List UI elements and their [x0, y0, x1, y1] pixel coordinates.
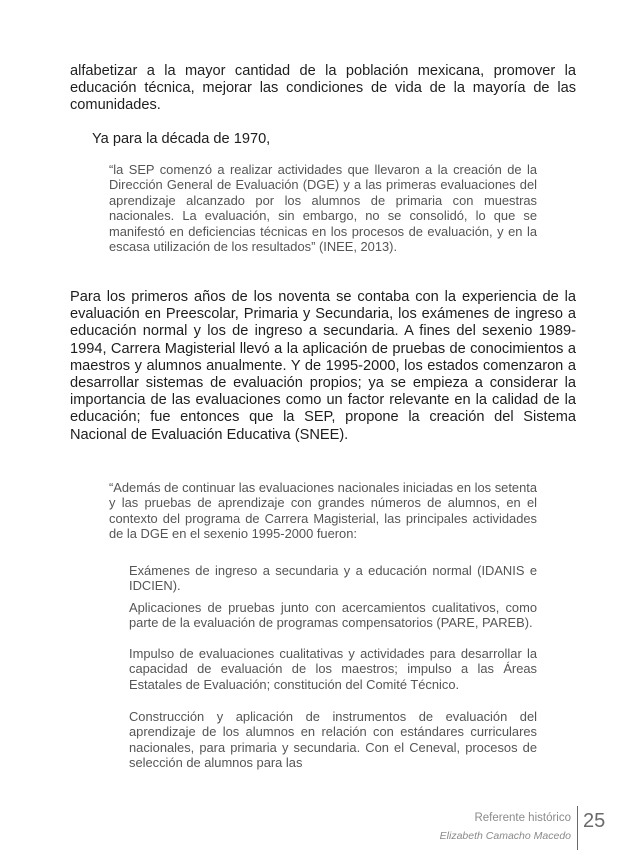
list-item-3: Impulso de evaluaciones cualitativas y actividades para desarrollar la capacidad de evaluación de los maestros; impulso a las Áreas Estatales de Evaluación; constitución del Comité Técnico.: [129, 646, 537, 692]
list-item-4: Construcción y aplicación de instrumentos de evaluación del aprendizaje de los alumnos en relación con estándares curriculares nacionales, para primaria y secundaria. Con el Ceneval, procesos de selección de alumnos para las: [129, 709, 537, 771]
paragraph-decade: Ya para la década de 1970,: [92, 131, 271, 147]
footer-divider: [577, 806, 578, 850]
list-item-2: Aplicaciones de pruebas junto con acercamientos cualitativos, como parte de la evaluación de programas compensatorios (PARE, PAREB).: [129, 600, 537, 631]
quote-inee: “la SEP comenzó a realizar actividades que llevaron a la creación de la Dirección General de Evaluación (DGE) y a las primeras evaluaciones del aprendizaje alcanzado por los alumnos de primaria con muestras nacionales. La evaluación, sin embargo, no se consolidó, lo que se manifestó en deficiencias técnicas en los procesos de evaluación, y en la escasa utilización de los resultados” (INEE, 2013).: [109, 162, 537, 255]
list-item-1: Exámenes de ingreso a secundaria y a educación normal (IDANIS e IDCIEN).: [129, 563, 537, 594]
footer-title: Referente histórico: [474, 812, 571, 824]
quote-dge: “Además de continuar las evaluaciones nacionales iniciadas en los setenta y las pruebas de aprendizaje con grandes números de alumnos, en el contexto del programa de Carrera Magisterial, las principales actividades de la DGE en el sexenio 1995-2000 fueron:: [109, 480, 537, 542]
page-number: 25: [583, 810, 606, 832]
paragraph-nineties: Para los primeros años de los noventa se contaba con la experiencia de la evaluación en Preescolar, Primaria y Secundaria, los exámenes de ingreso a educación normal y los de ingreso a secundaria. A fines del sexenio 1989-1994, Carrera Magisterial llevó a la aplicación de pruebas de conocimientos a maestros y alumnos anualmente. Y de 1995-2000, los estados comenzaron a desarrollar sistemas de evaluación propios; ya se empieza a considerar la importancia de las evaluaciones como un factor relevante en la calidad de la educación; fue entonces que la SEP, propone la creación del Sistema Nacional de Evaluación Educativa (SNEE).: [70, 289, 576, 443]
paragraph-intro: alfabetizar a la mayor cantidad de la población mexicana, promover la educación técnica, mejorar las condiciones de vida de la mayoría de las comunidades.: [70, 63, 576, 114]
footer-author: Elizabeth Camacho Macedo: [439, 830, 571, 842]
